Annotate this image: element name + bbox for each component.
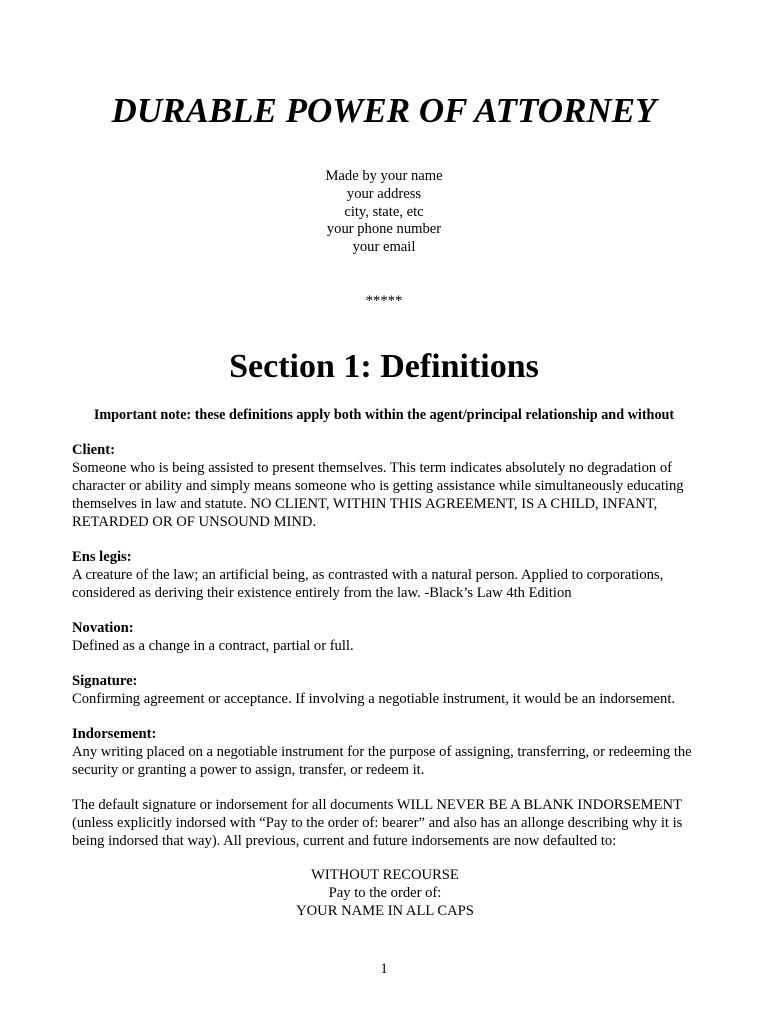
definition-signature	[72, 672, 698, 708]
maker-email-line: your email	[352, 239, 416, 256]
separator: *****	[365, 293, 403, 309]
page-number: 1	[380, 961, 388, 977]
definition-text: Defined as a change in a contract, partial or full.	[72, 638, 354, 654]
definition-text: A creature of the law; an artificial being, as contrasted with a natural person. Applied to corporations, considered as deriving their existence entirely from the law. -Black’s Law 4th Edition	[72, 567, 664, 601]
definition-term: Indorsement:	[72, 726, 157, 742]
definition-indorsement	[72, 725, 698, 779]
definition-text: Any writing placed on a negotiable instrument for the purpose of assigning, transferring, or redeeming the security or granting a power to assign, transfer, or redeem it.	[72, 744, 692, 778]
definition-client	[72, 441, 698, 531]
definition-term: Novation:	[72, 620, 134, 636]
default-indorsement-paragraph: The default signature or indorsement for all documents WILL NEVER BE A BLANK INDORSEMENT (unless explicitly indorsed with “Pay to the order of: bearer” and also has an allonge describing why it is being indorsed that way). All previous, current and future indorsements are now defaulted to:	[72, 797, 683, 849]
indorsement-line: Pay to the order of:	[328, 885, 442, 901]
indorsement-line: YOUR NAME IN ALL CAPS	[296, 903, 474, 919]
maker-city-line: city, state, etc	[344, 203, 424, 220]
definition-term: Signature:	[72, 673, 138, 689]
definition-ens-legis	[72, 548, 698, 602]
maker-address-line: your address	[346, 185, 422, 202]
indorsement-line: WITHOUT RECOURSE	[311, 867, 459, 883]
definition-term: Client:	[72, 442, 115, 458]
document-body	[72, 441, 698, 920]
maker-phone-line: your phone number	[326, 221, 442, 238]
maker-name-line: Made by your name	[325, 168, 443, 184]
document-title: DURABLE POWER OF ATTORNEY	[111, 91, 657, 130]
section-title: Section 1: Definitions	[229, 348, 539, 385]
indorsement-block	[72, 866, 698, 920]
important-note: Important note: these definitions apply both within the agent/principal relationship and without	[93, 407, 675, 423]
maker-block	[0, 168, 768, 257]
definition-novation	[72, 619, 698, 655]
definition-text: Confirming agreement or acceptance. If involving a negotiable instrument, it would be an indorsement.	[72, 691, 676, 707]
definition-term: Ens legis:	[72, 549, 132, 565]
definition-text: Someone who is being assisted to present themselves. This term indicates absolutely no degradation of character or ability and simply means someone who is getting assistance while simultaneously educating themselves in law and statute. NO CLIENT, WITHIN THIS AGREEMENT, IS A CHILD, INFANT, RETARDED OR OF UNSOUND MIND.	[72, 460, 684, 530]
